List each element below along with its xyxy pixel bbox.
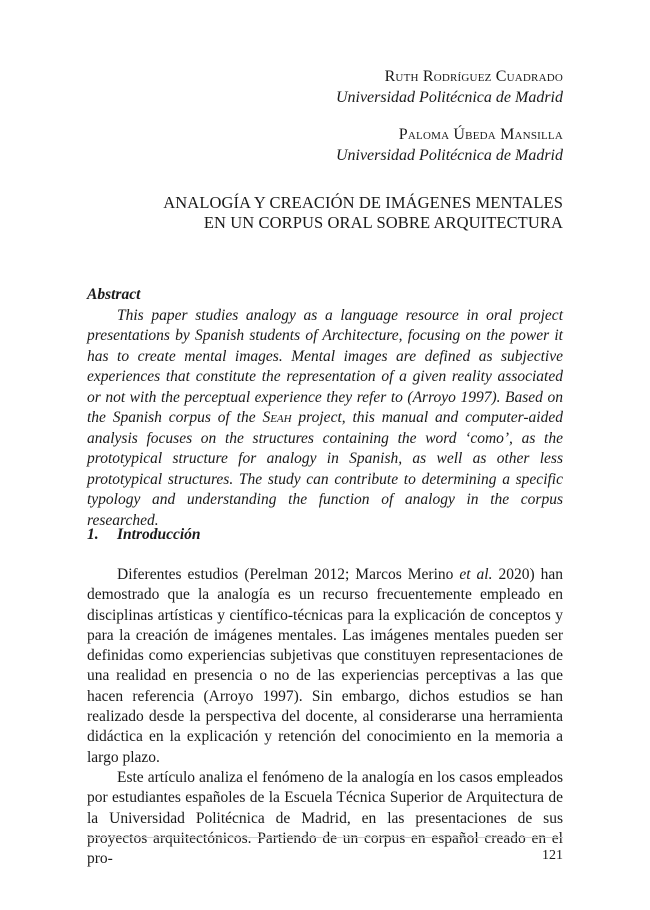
footer-rule xyxy=(87,837,563,838)
abstract-text-part: This paper studies analogy as a language resource in oral project presentations by Spanish students of Architecture, focusing on the power it has to create mental images. Mental images are defined as subjective experiences that constitute the representation of a given reality associated or not with the perceptual experience they refer to (Arroyo 1997). Based on the Spanish corpus of the xyxy=(87,306,563,426)
author-block xyxy=(336,124,563,166)
author-name: Paloma Úbeda Mansilla xyxy=(398,126,563,143)
project-name: Seah xyxy=(262,409,292,426)
section-title: Introducción xyxy=(117,526,201,543)
paper-title xyxy=(163,193,563,233)
author-name: Ruth Rodríguez Cuadrado xyxy=(384,68,563,85)
title-line: ANALOGÍA Y CREACIÓN DE IMÁGENES MENTALES xyxy=(163,193,563,212)
page-number: 121 xyxy=(542,848,563,863)
paragraph: Este artículo analiza el fenómeno de la analogía en los casos empleados por estudiantes españoles de la Escuela Técnica Superior de Arquitectura de la Universidad Politécnica de Madrid, en las presentaciones de sus proyectos arquitectónicos. Partiendo de un corpus en español creado en el pro- xyxy=(87,768,563,868)
author-affiliation: Universidad Politécnica de Madrid xyxy=(335,147,563,164)
abstract-heading: Abstract xyxy=(87,286,141,303)
abstract-section xyxy=(87,285,563,531)
section-number: 1. xyxy=(87,526,99,543)
abstract-text-part: project, this manual and computer-aided analysis focuses on the structures containing the word ‘como’, as the prototypical structure for analogy in Spanish, as well as other less prototypical structures. The study can contribute to determining a specific typology and understanding the function of analogy in the corpus researched. xyxy=(87,409,563,529)
paragraph-text: Diferentes estudios (Perelman 2012; Marcos Merino xyxy=(117,566,460,583)
body-text xyxy=(87,565,563,869)
paragraph xyxy=(87,565,563,768)
paragraph-text: 2020) han demostrado que la analogía es un recurso frecuentemente empleado en disciplinas artísticas y científico-técnicas para la explicación de conceptos y para la creación de imágenes mentales. Las imágenes mentales pueden ser definidas como experiencias subjetivas que constituyen representaciones de una realidad en presencia o no de las experiencias perceptivas a las que hacen referencia (Arroyo 1997). Sin embargo, dichos estudios se han realizado desde la perspectiva del docente, al considerarse una herramienta didáctica en la explicación y retención del conocimiento en la memoria a largo plazo. xyxy=(87,566,563,766)
abstract-text xyxy=(87,306,563,532)
author-list xyxy=(336,66,563,166)
section-heading xyxy=(87,526,201,544)
title-line: EN UN CORPUS ORAL SOBRE ARQUITECTURA xyxy=(203,213,563,232)
emphasis: et al. xyxy=(459,566,493,583)
author-affiliation: Universidad Politécnica de Madrid xyxy=(335,89,563,106)
author-block xyxy=(336,66,563,108)
